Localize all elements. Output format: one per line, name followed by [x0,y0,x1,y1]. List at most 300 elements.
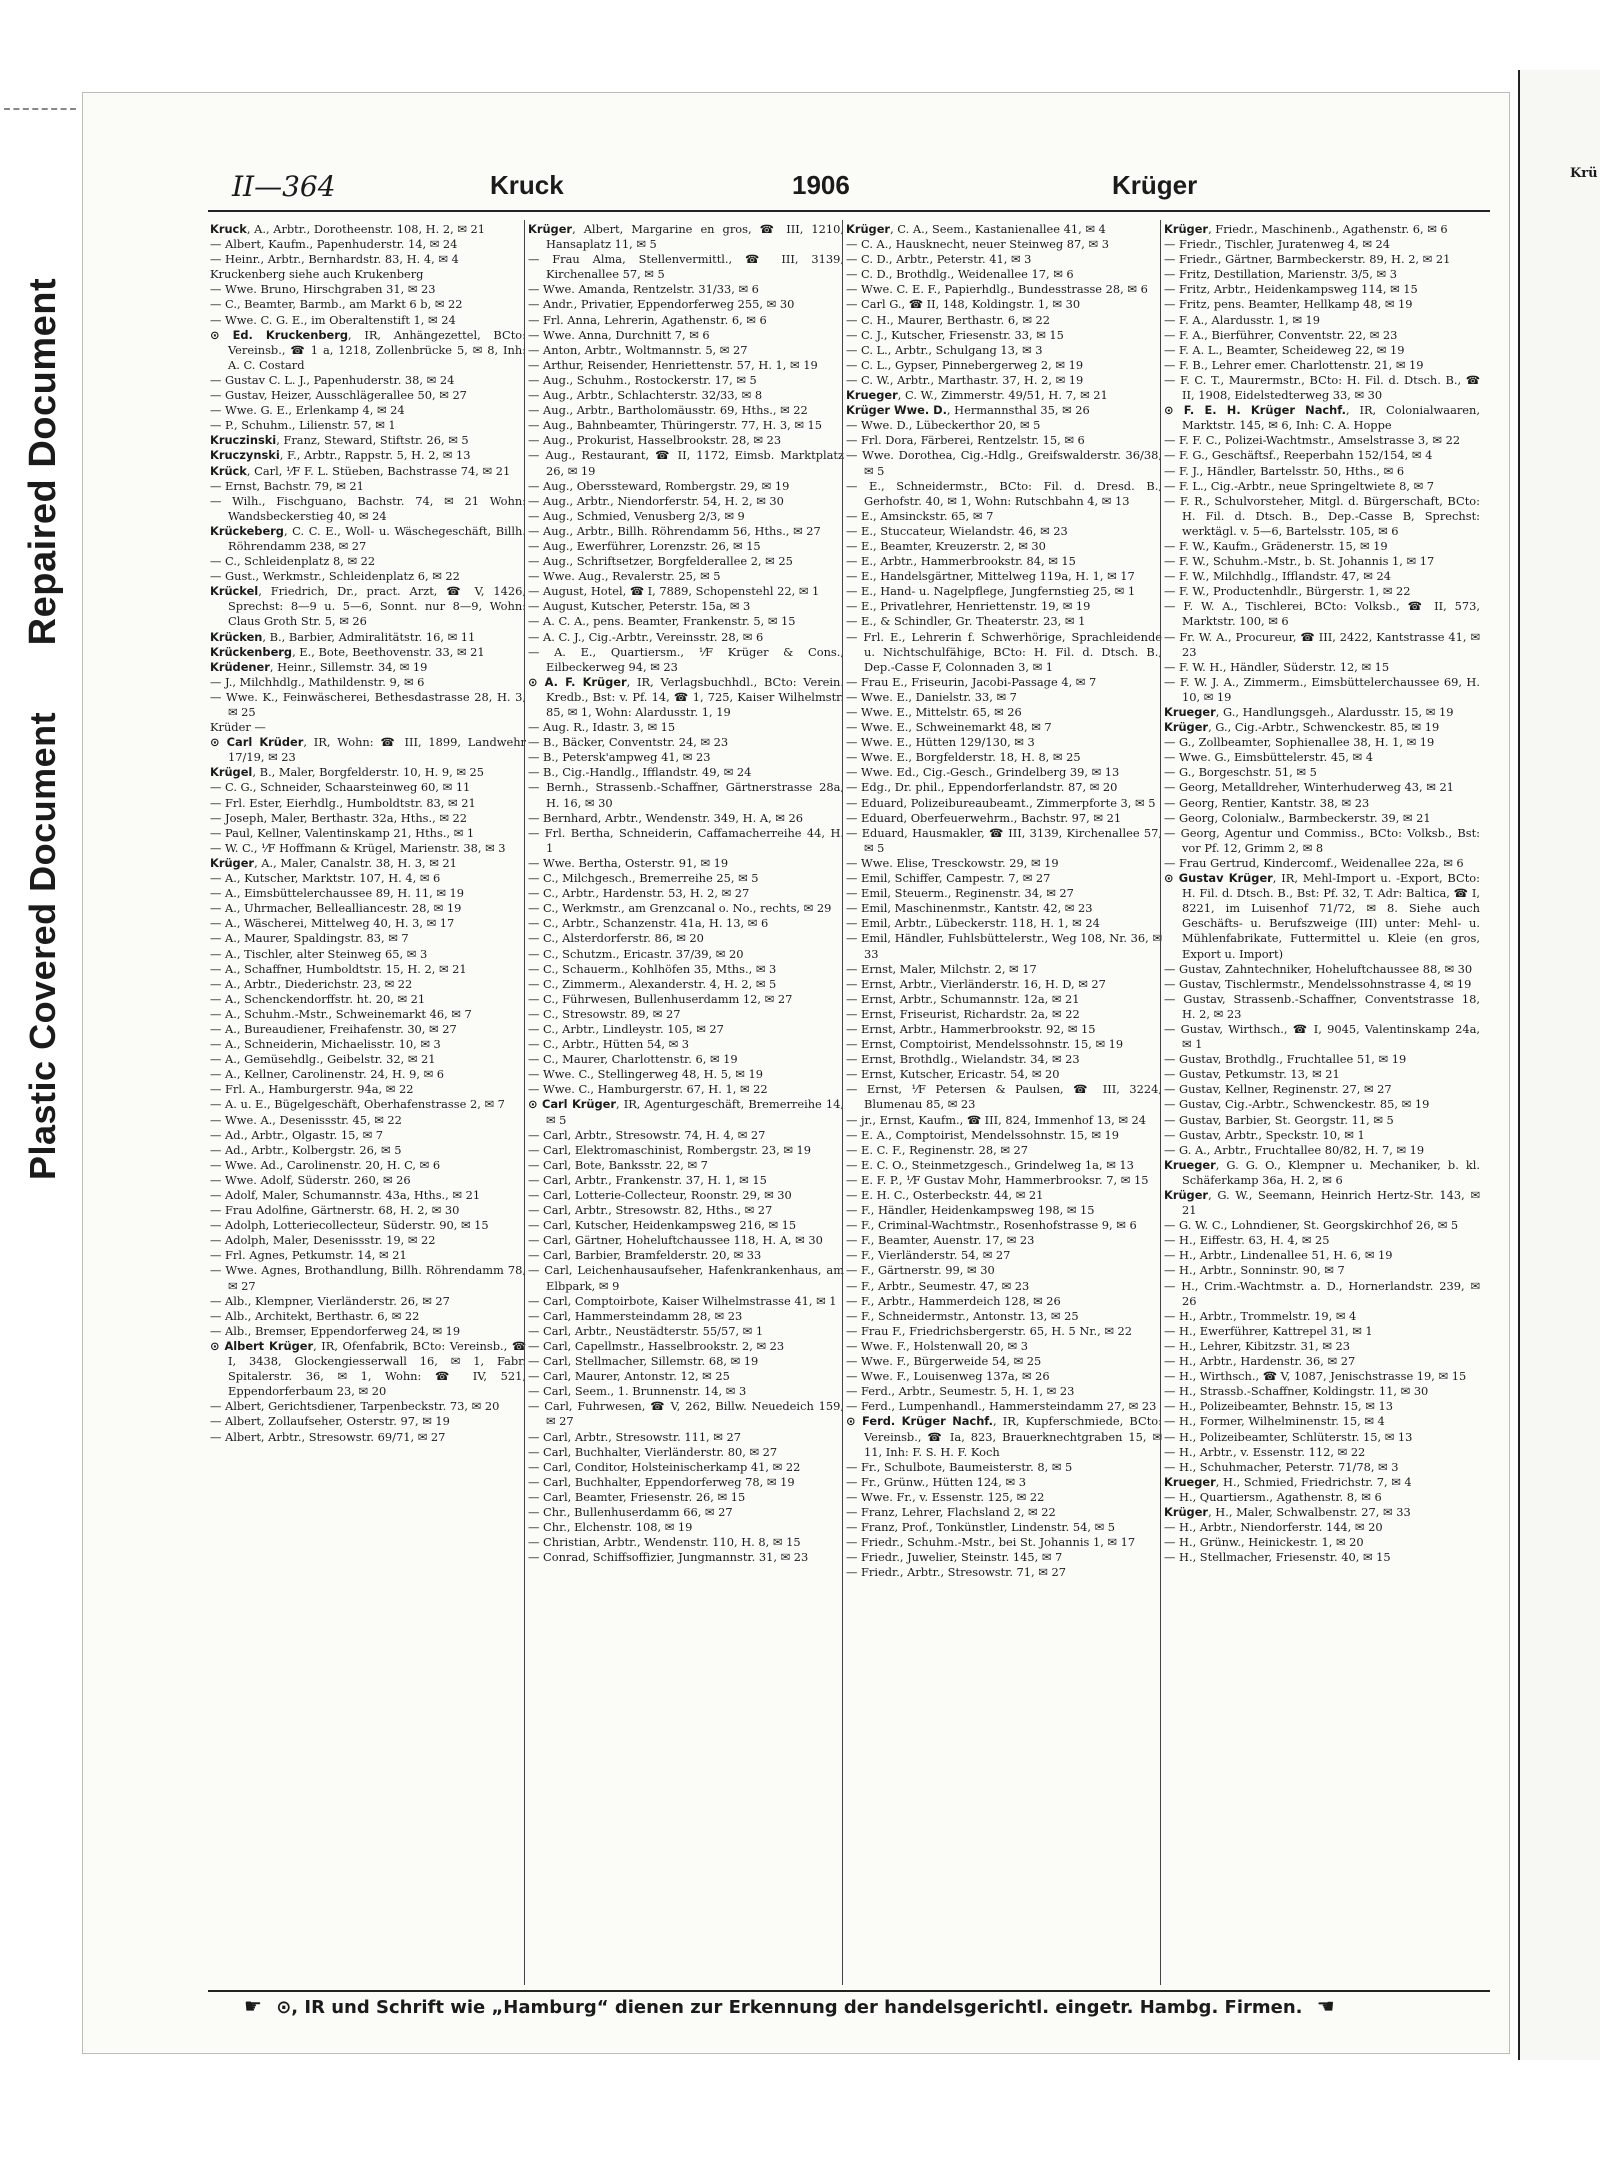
directory-entry: — Albert, Gerichtsdiener, Tarpenbeckstr. 73, ✉ 20 [210,1399,500,1414]
directory-entry: Krückenberg, E., Bote, Beethovenstr. 33, ✉ 21 [210,644,485,659]
directory-entry: — Aug., Prokurist, Hasselbrookstr. 28, ✉ 23 [528,433,782,448]
directory-entry: Krüder — [210,720,266,735]
directory-entry: — August, Hotel, ☎ I, 7889, Schopenstehl 22, ✉ 1 [528,584,820,599]
directory-entry: — Friedr., Schuhm.-Mstr., bei St. Johannis 1, ✉ 17 [846,1535,1136,1550]
directory-entry: — W. C., ⅟F Hoffmann & Krügel, Marienstr. 38, ✉ 3 [210,840,506,855]
directory-entry: — Carl, Capellmstr., Hasselbrookstr. 2, ✉ 23 [528,1338,785,1353]
directory-entry: — Carl, Barbier, Bramfelderstr. 20, ✉ 33 [528,1248,762,1263]
directory-entry: — C., Arbtr., Hütten 54, ✉ 3 [528,1037,690,1052]
directory-entry: ⊙ A. F. Krüger, IR, Verlagsbuchhdl., BCto: Verein. Kredb., Bst: v. Pf. 14, ☎ 1, 725, Kaiser Wilhelmstr. 85, ✉ 1, Wohn: Alardusstr. 1, 19 [528,674,844,719]
directory-entry: — Fritz, Arbtr., Heidenkampsweg 114, ✉ 15 [1164,282,1418,297]
directory-entry: — Wwe. E., Hütten 129/130, ✉ 3 [846,735,1035,750]
directory-entry: Krueger, G., Handlungsgeh., Alardusstr. 15, ✉ 19 [1164,705,1454,719]
directory-entry: — Eduard, Oberfeuerwehrm., Bachstr. 97, ✉ 21 [846,810,1122,825]
directory-entry: — E., Hand- u. Nagelpflege, Jungfernstieg 25, ✉ 1 [846,584,1136,599]
directory-entry: — Ad., Arbtr., Kolbergstr. 26, ✉ 5 [210,1142,402,1157]
directory-entry: — Carl, Fuhrwesen, ☎ V, 262, Billw. Neuedeich 159, ✉ 27 [528,1399,844,1429]
directory-entry: — Franz, Prof., Tonkünstler, Lindenstr. 54, ✉ 5 [846,1520,1116,1535]
directory-entry: — Adolph, Maler, Desenissstr. 19, ✉ 22 [210,1233,436,1248]
directory-entry: — P., Schuhm., Lilienstr. 57, ✉ 1 [210,418,396,433]
next-page-label: Krü [1570,166,1598,181]
directory-entry: — E., Handelsgärtner, Mittelweg 119a, H. 1, ✉ 17 [846,569,1135,584]
directory-entry: — F. W., Productenhdlr., Bürgerstr. 1, ✉ 22 [1164,584,1411,599]
directory-entry: — Friedr., Gärtner, Barmbeckerstr. 89, H. 2, ✉ 21 [1164,252,1451,267]
directory-entry: — Aug., Schmied, Venusberg 2/3, ✉ 9 [528,508,745,523]
directory-entry: — Ernst, Friseurist, Richardstr. 2a, ✉ 22 [846,1006,1080,1021]
directory-entry: — F., Criminal-Wachtmstr., Rosenhofstrasse 9, ✉ 6 [846,1218,1137,1233]
directory-entry: — F. W., Schuhm.-Mstr., b. St. Johannis 1, ✉ 17 [1164,554,1435,569]
directory-entry: — Chr., Elchenstr. 108, ✉ 19 [528,1520,693,1535]
directory-entry: Krückel, Friedrich, Dr., pract. Arzt, ☎ V, 1426, Sprechst: 8—9 u. 5—6, Sonnt. nur 8—9, Wohn: Claus Groth Str. 5, ✉ 26 [210,584,526,629]
directory-entry: — Ernst, Comptoirist, Mendelssohnstr. 15, ✉ 19 [846,1037,1124,1052]
directory-entry: — F. W. H., Händler, Süderstr. 12, ✉ 15 [1164,659,1390,674]
directory-entry: — Carl, Maurer, Antonstr. 12, ✉ 25 [528,1369,730,1384]
directory-entry: — A. C. J., Cig.-Arbtr., Vereinsstr. 28, ✉ 6 [528,629,764,644]
directory-entry: — F. W., Milchhdlg., Ifflandstr. 47, ✉ 24 [1164,569,1391,584]
directory-entry: Krueger, C. W., Zimmerstr. 49/51, H. 7, ✉ 21 [846,388,1108,403]
directory-entry: — E. C. F., Reginenstr. 28, ✉ 27 [846,1142,1029,1157]
directory-entry: — Frau Gertrud, Kindercomf., Weidenallee 22a, ✉ 6 [1164,855,1464,870]
directory-entry: Krückeberg, C. C. E., Woll- u. Wäschegeschäft, Billh. Röhrendamm 238, ✉ 27 [210,523,526,553]
directory-entry: ⊙ Carl Krüger, IR, Agenturgeschäft, Bremerreihe 14, ✉ 5 [528,1097,844,1127]
directory-entry: — A., Schenckendorffstr. ht. 20, ✉ 21 [210,991,426,1006]
directory-entry: — Aug., Schuhm., Rostockerstr. 17, ✉ 5 [528,372,757,387]
directory-entry: — F. F. C., Polizei-Wachtmstr., Amselstrasse 3, ✉ 22 [1164,433,1461,448]
directory-entry: — Ernst, Brothdlg., Wielandstr. 34, ✉ 23 [846,1052,1080,1067]
directory-entry: Krück, Carl, ⅟F F. L. Stüeben, Bachstrasse 74, ✉ 21 [210,463,511,478]
directory-entry: — Ernst, Arbtr., Schumannstr. 12a, ✉ 21 [846,991,1080,1006]
directory-entry: — Wwe. Adolf, Süderstr. 260, ✉ 26 [210,1172,411,1187]
directory-entry: Krüdener, Heinr., Sillemstr. 34, ✉ 19 [210,659,428,674]
directory-entry: — Aug., Schriftsetzer, Borgfelderallee 2, ✉ 25 [528,554,793,569]
directory-entry: — Wwe. Agnes, Brothandlung, Billh. Röhrendamm 78, ✉ 27 [210,1263,526,1293]
directory-entry: — Friedr., Arbtr., Stresowstr. 71, ✉ 27 [846,1565,1066,1580]
directory-entry: — Friedr., Tischler, Juratenweg 4, ✉ 24 [1164,237,1391,252]
page-header [132,170,1502,210]
directory-entry: — Aug., Arbtr., Bartholomäusstr. 69, Hths., ✉ 22 [528,403,808,418]
directory-entry: — Ad., Arbtr., Olgastr. 15, ✉ 7 [210,1127,384,1142]
directory-entry: — Wwe. Amanda, Rentzelstr. 31/33, ✉ 6 [528,282,759,297]
directory-entry: — C., Schauerm., Kohlhöfen 35, Mths., ✉ 3 [528,961,777,976]
directory-entry: — Wwe. Dorothea, Cig.-Hdlg., Greifswalderstr. 36/38, ✉ 5 [846,448,1162,478]
scan-edge-dashes [4,108,76,110]
directory-entry: — C., Beamter, Barmb., am Markt 6 b, ✉ 22 [210,297,463,312]
directory-entry: ⊙ Carl Krüder, IR, Wohn: ☎ III, 1899, Landwehr 17/19, ✉ 23 [210,735,526,765]
pointing-hand-right-icon: ☛ [244,1994,262,2018]
directory-entry: — Gustav, Strassenb.-Schaffner, Conventstrasse 18, H. 2, ✉ 23 [1164,991,1480,1021]
directory-entry: — A. E., Quartiersm., ⅟F Krüger & Cons., Eilbeckerweg 94, ✉ 23 [528,644,844,674]
directory-entry: — E. H. C., Osterbeckstr. 44, ✉ 21 [846,1188,1044,1202]
header-year: 1906 [792,170,850,200]
directory-entry: — Emil, Händler, Fuhlsbüttelerstr., Weg 108, Nr. 36, ✉ 33 [846,931,1162,961]
directory-entry: — Frl. Ester, Eierhdlg., Humboldtstr. 83, ✉ 21 [210,795,476,810]
directory-entry: — B., Bäcker, Conventstr. 24, ✉ 23 [528,735,729,750]
directory-entry: — Carl, Comptoirbote, Kaiser Wilhelmstrasse 41, ✉ 1 [528,1293,837,1308]
directory-entry: — G., Borgeschstr. 51, ✉ 5 [1164,765,1317,780]
directory-entry: Krüger Wwe. D., Hermannsthal 35, ✉ 26 [846,403,1090,418]
directory-entry: — Friedr., Juwelier, Steinstr. 145, ✉ 7 [846,1550,1063,1565]
directory-entry: — Wwe. C. G. E., im Oberaltenstift 1, ✉ 24 [210,312,456,327]
directory-entry: — Carl, Buchhalter, Vierländerstr. 80, ✉ 27 [528,1444,778,1459]
directory-entry: — Conrad, Schiffsoffizier, Jungmannstr. 31, ✉ 23 [528,1550,809,1565]
directory-entry: — F. W. A., Tischlerei, BCto: Volksb., ☎ II, 573, Marktstr. 100, ✉ 6 [1164,599,1480,629]
directory-entry: — A., Maurer, Spaldingstr. 83, ✉ 7 [210,931,409,946]
directory-entry: — Gustav, Cig.-Arbtr., Schwenckestr. 85, ✉ 19 [1164,1097,1430,1112]
directory-entry: — Emil, Arbtr., Lübeckerstr. 118, H. 1, ✉ 24 [846,916,1100,931]
directory-entry: — F. L., Cig.-Arbtr., neue Springeltwiete 8, ✉ 7 [1164,478,1435,493]
directory-entry: — F., Gärtnerstr. 99, ✉ 30 [846,1263,995,1278]
directory-entry: ⊙ Ed. Kruckenberg, IR, Anhängezettel, BCto: Vereinsb., ☎ 1 a, 1218, Zollenbrücke 5, ✉ 8, Inh: A. C. Costard [210,327,526,372]
directory-entry: — G., Zollbeamter, Sophienallee 38, H. 1, ✉ 19 [1164,735,1435,750]
directory-entry: — H., Polizeibeamter, Behnstr. 15, ✉ 13 [1164,1399,1393,1414]
directory-entry: — Aug., Restaurant, ☎ II, 1172, Eimsb. Marktplatz 26, ✉ 19 [528,448,844,478]
directory-entry: — Georg, Colonialw., Barmbeckerstr. 39, ✉ 21 [1164,810,1431,825]
directory-entry: ⊙ Albert Krüger, IR, Ofenfabrik, BCto: Vereinsb., ☎ I, 3438, Glockengiesserwall 16, ✉ 1, Fabr. Spitalerstr. 36, ✉ 1, Wohn: ☎ IV, 521, Eppendorferbaum 23, ✉ 20 [210,1338,526,1399]
directory-entry: — C. D., Arbtr., Peterstr. 41, ✉ 3 [846,252,1032,267]
directory-entry: — F. J., Händler, Bartelsstr. 50, Hths., ✉ 6 [1164,463,1405,478]
directory-entry: — Frl. Bertha, Schneiderin, Caffamacherreihe 44, H. 1 [528,825,844,855]
directory-entry: — Carl, Elektromaschinist, Rombergstr. 23, ✉ 19 [528,1142,812,1157]
directory-entry: — C. H., Maurer, Berthastr. 6, ✉ 22 [846,312,1051,327]
page-number: II—364 [232,170,336,203]
directory-entry: — C. L., Gypser, Pinnebergerweg 2, ✉ 19 [846,357,1084,372]
directory-entry: — Carl, Arbtr., Stresowstr. 82, Hths., ✉ 27 [528,1203,773,1218]
directory-entry: Krüger, A., Maler, Canalstr. 38, H. 3, ✉ 21 [210,855,457,870]
directory-entry: — Adolph, Lotteriecollecteur, Süderstr. 90, ✉ 15 [210,1218,489,1233]
directory-entry: — Gustav, Arbtr., Speckstr. 10, ✉ 1 [1164,1127,1365,1142]
directory-entry: — Wwe. F., Bürgerweide 54, ✉ 25 [846,1354,1042,1369]
directory-entry: — Wwe. K., Feinwäscherei, Bethesdastrasse 28, H. 3, ✉ 25 [210,689,526,719]
directory-entry: — Wwe. D., Lübeckerthor 20, ✉ 5 [846,418,1041,433]
directory-entry: — Frau Alma, Stellenvermittl., ☎ III, 3139, Kirchenallee 57, ✉ 5 [528,252,844,282]
directory-entry: — Wwe. A., Desenissstr. 45, ✉ 22 [210,1112,402,1127]
directory-entry: — A., Eimsbüttelerchaussee 89, H. 11, ✉ 19 [210,886,464,901]
directory-entry: Krüger, Friedr., Maschinenb., Agathenstr. 6, ✉ 6 [1164,222,1448,236]
directory-entry: — Heinr., Arbtr., Bernhardstr. 83, H. 4, ✉ 4 [210,252,459,267]
directory-entry: Kruckenberg siehe auch Krukenberg [210,267,424,282]
directory-entry: — Ernst, Kutscher, Ericastr. 54, ✉ 20 [846,1067,1060,1082]
directory-entry: — Emil, Maschinenmstr., Kantstr. 42, ✉ 23 [846,901,1093,916]
header-last-word: Krüger [1112,170,1198,200]
directory-entry: ⊙ F. E. H. Krüger Nachf., IR, Colonialwaaren, Marktstr. 145, ✉ 6, Inh: C. A. Hoppe [1164,403,1480,433]
directory-entry: ⊙ Gustav Krüger, IR, Mehl-Import u. -Export, BCto: H. Fil. d. Dtsch. B., Bst: Pf. 32, T. Adr: Baltica, ☎ I, 8221, im Luisenhof 71/72, ✉ 8. Siehe auch Geschäfts- u. Berufszweige (III) unter: Mehl- u. Mühlenfabrikate, Futtermittel u. Kleie (en gros, Export u. Import) [1164,871,1480,961]
directory-entry: — Joseph, Maler, Berthastr. 32a, Hths., ✉ 22 [210,810,468,825]
directory-entry: — Wwe. Bertha, Osterstr. 91, ✉ 19 [528,855,729,870]
directory-entry: — Ernst, ⅟F Petersen & Paulsen, ☎ III, 3224, Blumenau 85, ✉ 23 [846,1082,1162,1112]
directory-entry: — Gustav, Tischlermstr., Mendelssohnstrasse 4, ✉ 19 [1164,976,1472,991]
directory-entry: Kruczinski, Franz, Steward, Stiftstr. 26, ✉ 5 [210,433,469,448]
directory-entry: — Georg, Metalldreher, Winterhuderweg 43, ✉ 21 [1164,780,1454,795]
column-divider [524,220,525,1985]
directory-entry: — Frau E., Friseurin, Jacobi-Passage 4, ✉ 7 [846,674,1097,689]
directory-entry: — Carl, Hammersteindamm 28, ✉ 23 [528,1308,743,1323]
directory-entry: — Ernst, Arbtr., Vierländerstr. 16, H. D, ✉ 27 [846,976,1106,991]
directory-entry: — C., Arbtr., Lindleystr. 105, ✉ 27 [528,1021,724,1036]
directory-entry: — Frl. Dora, Färberei, Rentzelstr. 15, ✉ 6 [846,433,1085,448]
directory-entry: — A., Bureaudiener, Freihafenstr. 30, ✉ 27 [210,1021,457,1036]
directory-entry: — E., Schneidermstr., BCto: Fil. d. Dresd. B., Gerhofstr. 40, ✉ 1, Wohn: Rutschbahn 4, ✉ 13 [846,478,1162,508]
directory-entry: — C. J., Kutscher, Friesenstr. 33, ✉ 15 [846,327,1064,342]
next-page-edge [1518,70,1600,2060]
directory-entry: Krüger, G. W., Seemann, Heinrich Hertz-Str. 143, ✉ 21 [1164,1188,1480,1218]
directory-entry: ⊙ Ferd. Krüger Nachf., IR, Kupferschmiede, BCto: Vereinsb., ☎ Ia, 823, Brauerknechtgraben 15, ✉ 11, Inh: F. S. H. F. Koch [846,1414,1162,1459]
directory-entry: — H., Former, Wilhelminenstr. 15, ✉ 4 [1164,1414,1385,1429]
directory-entry: — E. F. P., ⅟F Gustav Mohr, Hammerbrooksr. 7, ✉ 15 [846,1172,1149,1187]
directory-entry: — E., Amsinckstr. 65, ✉ 7 [846,508,994,523]
directory-entry: — F., Beamter, Auenstr. 17, ✉ 23 [846,1233,1035,1248]
directory-entry: — F. C. T., Maurermstr., BCto: H. Fil. d. Dtsch. B., ☎ II, 1908, Eidelstedterweg 33, ✉ 30 [1164,372,1480,403]
directory-entry: — jr., Ernst, Kaufm., ☎ III, 824, Immenhof 13, ✉ 24 [846,1112,1147,1127]
directory-entry: — H., Wirthsch., ☎ V, 1087, Jenischstrasse 19, ✉ 15 [1164,1369,1467,1384]
directory-entry: — Albert, Zollaufseher, Osterstr. 97, ✉ 19 [210,1414,450,1429]
directory-entry: — Ernst, Bachstr. 79, ✉ 21 [210,478,364,493]
directory-entry: — H., Arbtr., Trommelstr. 19, ✉ 4 [1164,1308,1357,1323]
directory-entry: — C., Schleidenplatz 8, ✉ 22 [210,554,376,569]
directory-entry: — H., Schuhmacher, Peterstr. 71/78, ✉ 3 [1164,1459,1399,1474]
directory-entry: Krüger, H., Maler, Schwalbenstr. 27, ✉ 33 [1164,1504,1411,1519]
side-label [22,278,65,1180]
directory-entry: — Fritz, Destillation, Marienstr. 3/5, ✉ 3 [1164,267,1397,282]
directory-entry: — Carl, Seem., 1. Brunnenstr. 14, ✉ 3 [528,1384,747,1399]
directory-entry: — Chr., Bullenhuserdamm 66, ✉ 27 [528,1504,733,1519]
directory-entry: — F., Arbtr., Seumestr. 47, ✉ 23 [846,1278,1030,1293]
directory-entry: — C., Schutzm., Ericastr. 37/39, ✉ 20 [528,946,744,961]
directory-entry: — Gustav, Barbier, St. Georgstr. 11, ✉ 5 [1164,1112,1394,1127]
directory-entry: — Wwe. E., Mittelstr. 65, ✉ 26 [846,705,1022,719]
directory-entry: — Carl, Beamter, Friesenstr. 26, ✉ 15 [528,1489,746,1504]
column-1 [210,222,526,1987]
directory-entry: — Wwe. C., Hamburgerstr. 67, H. 1, ✉ 22 [528,1082,768,1097]
directory-entry: — C., Werkmstr., am Grenzcanal o. No., rechts, ✉ 29 [528,901,832,916]
directory-entry: — H., Arbtr., Hardenstr. 36, ✉ 27 [1164,1354,1356,1369]
directory-entry: — Franz, Lehrer, Flachsland 2, ✉ 22 [846,1504,1056,1519]
directory-entry: — Fr., Grünw., Hütten 124, ✉ 3 [846,1474,1026,1489]
pointing-hand-left-icon: ☚ [1316,1994,1335,2018]
directory-entry: — Aug., Bahnbeamter, Thüringerstr. 77, H. 3, ✉ 15 [528,418,823,433]
directory-entry: — Georg, Agentur und Commiss., BCto: Volksb., Bst: vor Pf. 12, Grimm 2, ✉ 8 [1164,825,1480,855]
directory-entry: — A., Arbtr., Diederichstr. 23, ✉ 22 [210,976,413,991]
directory-entry: — C., Führwesen, Bullenhuserdamm 12, ✉ 27 [528,991,793,1006]
directory-entry: — Gustav, Kellner, Reginenstr. 27, ✉ 27 [1164,1082,1392,1097]
directory-entry: — G. W. C., Lohndiener, St. Georgskirchhof 26, ✉ 5 [1164,1218,1459,1233]
directory-entry: — Ferd., Lumpenhandl., Hammersteindamm 27, ✉ 23 [846,1399,1157,1414]
directory-entry: — Frl. E., Lehrerin f. Schwerhörige, Sprachleidende u. Nichtschulfähige, BCto: H. Fil. d. Dtsch. B., Dep.-Casse F, Colonnaden 3, ✉ 1 [846,629,1162,674]
directory-entry: — C. G., Schneider, Schaarsteinweg 60, ✉ 11 [210,780,471,795]
directory-entry: — Arthur, Reisender, Henriettenstr. 57, H. 1, ✉ 19 [528,357,818,372]
directory-entry: — H., Grünw., Heinickestr. 1, ✉ 20 [1164,1535,1364,1550]
directory-entry: — Gust., Werkmstr., Schleidenplatz 6, ✉ 22 [210,569,460,584]
footer-text: ⊙, IR und Schrift wie „Hamburg“ dienen zur Erkennung der handelsgerichtl. eingetr. Hambg. Firmen. [276,1997,1303,2018]
directory-entry: — A., Wäscherei, Mittelweg 40, H. 3, ✉ 17 [210,916,455,931]
directory-entry: — F. R., Schulvorsteher, Mitgl. d. Bürgerschaft, BCto: H. Fil. d. Dtsch. B., Dep.-Casse B, Sprechst: werktägl. v. 5—6, Bartelsstr. 105, ✉ 6 [1164,493,1480,538]
directory-entry: — Wwe. F., Louisenweg 137a, ✉ 26 [846,1369,1050,1384]
directory-entry: — H., Eiffestr. 63, H. 4, ✉ 25 [1164,1233,1330,1248]
directory-entry: — Carl, Arbtr., Stresowstr. 74, H. 4, ✉ 27 [528,1127,766,1142]
directory-entry: — A., Gemüsehdlg., Geibelstr. 32, ✉ 21 [210,1052,436,1067]
directory-entry: — Ernst, Arbtr., Hammerbrookstr. 92, ✉ 15 [846,1021,1096,1036]
directory-entry: — Wwe. Ad., Carolinenstr. 20, H. C, ✉ 6 [210,1157,441,1172]
directory-entry: — H., Arbtr., v. Essenstr. 112, ✉ 22 [1164,1444,1366,1459]
directory-entry: — Frl. Agnes, Petkumstr. 14, ✉ 21 [210,1248,407,1263]
directory-entry: — Carl, Arbtr., Neustädterstr. 55/57, ✉ 1 [528,1323,764,1338]
directory-entry: — C., Zimmerm., Alexanderstr. 4, H. 2, ✉ 5 [528,976,777,991]
directory-entry: — Aug., Arbtr., Niendorferstr. 54, H. 2, ✉ 30 [528,493,784,508]
directory-entry: — Carl, Arbtr., Stresowstr. 111, ✉ 27 [528,1429,741,1444]
directory-entry: — Bernh., Strassenb.-Schaffner, Gärtnerstrasse 28a, H. 16, ✉ 30 [528,780,844,810]
directory-entry: — Wwe. G., Eimsbüttelerstr. 45, ✉ 4 [1164,750,1373,765]
directory-entry: — Georg, Rentier, Kantstr. 38, ✉ 23 [1164,795,1370,810]
directory-entry: — Carl, Bote, Banksstr. 22, ✉ 7 [528,1157,708,1172]
directory-entry: — F. W., Kaufm., Grädenerstr. 15, ✉ 19 [1164,538,1388,553]
directory-entry: — A., Schaffner, Humboldtstr. 15, H. 2, ✉ 21 [210,961,467,976]
directory-entry: — Alb., Klempner, Vierländerstr. 26, ✉ 27 [210,1293,450,1308]
directory-entry: — E., Privatlehrer, Henriettenstr. 19, ✉ 19 [846,599,1091,614]
directory-entry: Kruck, A., Arbtr., Dorotheenstr. 108, H. 2, ✉ 21 [210,222,486,236]
directory-entry: — F., Vierländerstr. 54, ✉ 27 [846,1248,1011,1263]
directory-entry: — Christian, Arbtr., Wendenstr. 110, H. 8, ✉ 15 [528,1535,801,1550]
directory-entry: — C., Arbtr., Schanzenstr. 41a, H. 13, ✉ 6 [528,916,769,931]
directory-entry: — Aug., Arbtr., Schlachterstr. 32/33, ✉ 8 [528,388,763,403]
directory-entry: — Wwe. Anna, Durchnitt 7, ✉ 6 [528,327,710,342]
directory-entry: — Andr., Privatier, Eppendorferweg 255, ✉ 30 [528,297,795,312]
directory-entry: — Carl, Kutscher, Heidenkampsweg 216, ✉ 15 [528,1218,797,1233]
directory-entry: — C., Arbtr., Hardenstr. 53, H. 2, ✉ 27 [528,886,750,901]
directory-entry: — Carl, Buchhalter, Eppendorferweg 78, ✉ 19 [528,1474,795,1489]
directory-entry: — C. L., Arbtr., Schulgang 13, ✉ 3 [846,342,1043,357]
column-divider [1160,220,1161,1985]
directory-entry: — Alb., Bremser, Eppendorferweg 24, ✉ 19 [210,1323,461,1338]
directory-entry: — Gustav, Brothdlg., Fruchtallee 51, ✉ 19 [1164,1052,1407,1067]
directory-entry: — Eduard, Hausmakler, ☎ III, 3139, Kirchenallee 57, ✉ 5 [846,825,1162,855]
directory-entry: — F., Händler, Heidenkampsweg 198, ✉ 15 [846,1203,1095,1218]
side-label-repaired: Repaired Document [22,277,64,646]
directory-entry: — H., Crim.-Wachtmstr. a. D., Hornerlandstr. 239, ✉ 26 [1164,1278,1480,1308]
directory-entry: — E. A., Comptoirist, Mendelssohnstr. 15, ✉ 19 [846,1127,1120,1142]
directory-entry: — G. A., Arbtr., Fruchtallee 80/82, H. 7, ✉ 19 [1164,1142,1425,1157]
directory-entry: — Carl, Leichenhausaufseher, Hafenkrankenhaus, am Elbpark, ✉ 9 [528,1263,844,1293]
directory-entry: — Emil, Schiffer, Campestr. 7, ✉ 27 [846,871,1051,886]
column-4 [1164,222,1480,1987]
directory-entry: — Carl G., ☎ II, 148, Koldingstr. 1, ✉ 30 [846,297,1081,312]
directory-entry: — H., Arbtr., Lindenallee 51, H. 6, ✉ 19 [1164,1248,1393,1263]
directory-entry: — H., Stellmacher, Friesenstr. 40, ✉ 15 [1164,1550,1391,1565]
directory-entry: — Carl, Stellmacher, Sillemstr. 68, ✉ 19 [528,1354,759,1369]
directory-entry: — Gustav, Petkumstr. 13, ✉ 21 [1164,1067,1340,1082]
directory-entry: — B., Petersk'ampweg 41, ✉ 23 [528,750,711,765]
directory-entry: — Paul, Kellner, Valentinskamp 21, Hths., ✉ 1 [210,825,475,840]
directory-entry: — Ferd., Arbtr., Seumestr. 5, H. 1, ✉ 23 [846,1384,1075,1399]
directory-entry: — Carl, Conditor, Holsteinischerkamp 41, ✉ 22 [528,1459,801,1474]
directory-entry: Krüger, G., Cig.-Arbtr., Schwenckestr. 85, ✉ 19 [1164,720,1440,735]
column-divider [842,220,843,1985]
header-rule [208,210,1490,212]
directory-entry: — Carl, Gärtner, Hoheluftchaussee 118, H. A, ✉ 30 [528,1233,823,1248]
column-3 [846,222,1162,1987]
directory-entry: — Wwe. E., Danielstr. 33, ✉ 7 [846,689,1017,704]
directory-entry: Krügel, B., Maler, Borgfelderstr. 10, H. 9, ✉ 25 [210,765,485,780]
directory-entry: — Aug., Oberssteward, Rombergstr. 29, ✉ 19 [528,478,790,493]
directory-entry: — H., Arbtr., Niendorferstr. 144, ✉ 20 [1164,1520,1383,1535]
directory-entry: — C., Maurer, Charlottenstr. 6, ✉ 19 [528,1052,738,1067]
directory-entry: — Aug. R., Idastr. 3, ✉ 15 [528,720,676,735]
directory-entry: — Wwe. E., Borgfelderstr. 18, H. 8, ✉ 25 [846,750,1081,765]
directory-entry: — E., Beamter, Kreuzerstr. 2, ✉ 30 [846,538,1046,553]
directory-entry: — Frl. Anna, Lehrerin, Agathenstr. 6, ✉ 6 [528,312,767,327]
directory-entry: — Frau Adolfine, Gärtnerstr. 68, H. 2, ✉ 30 [210,1203,460,1218]
directory-entry: — J., Milchhdlg., Mathildenstr. 9, ✉ 6 [210,674,425,689]
directory-entry: Krueger, H., Schmied, Friedrichstr. 7, ✉ 4 [1164,1474,1412,1489]
directory-entry: — Emil, Steuerm., Reginenstr. 34, ✉ 27 [846,886,1074,901]
directory-entry: Krüger, C. A., Seem., Kastanienallee 41, ✉ 4 [846,222,1106,236]
directory-entry: — E. C. O., Steinmetzgesch., Grindelweg 1a, ✉ 13 [846,1157,1134,1172]
directory-entry: — Adolf, Maler, Schumannstr. 43a, Hths., ✉ 21 [210,1188,481,1202]
directory-entry: — Carl, Arbtr., Frankenstr. 37, H. 1, ✉ 15 [528,1172,767,1187]
directory-entry: — C., Milchgesch., Bremerreihe 25, ✉ 5 [528,871,759,886]
directory-entry: — F. G., Geschäftsf., Reeperbahn 152/154, ✉ 4 [1164,448,1433,463]
directory-entry: — A., Schuhm.-Mstr., Schweinemarkt 46, ✉ 7 [210,1006,472,1021]
directory-entry: — Eduard, Polizeibureaubeamt., Zimmerpforte 3, ✉ 5 [846,795,1156,810]
directory-entry: Krueger, G. G. O., Klempner u. Mechaniker, b. kl. Schäferkamp 36a, H. 2, ✉ 6 [1164,1157,1480,1187]
directory-entry: — Ernst, Maler, Milchstr. 2, ✉ 17 [846,961,1037,976]
directory-entry: — Frl. A., Hamburgerstr. 94a, ✉ 22 [210,1082,414,1097]
directory-entry: — H., Arbtr., Sonninstr. 90, ✉ 7 [1164,1263,1345,1278]
directory-entry: — H., Lehrer, Kibitzstr. 31, ✉ 23 [1164,1338,1350,1353]
directory-entry: — Anton, Arbtr., Woltmannstr. 5, ✉ 27 [528,342,748,357]
footer-rule [208,1990,1490,1992]
column-2 [528,222,844,1987]
directory-entry: — Fr., Schulbote, Baumeisterstr. 8, ✉ 5 [846,1459,1073,1474]
directory-entry: — Wwe. E., Schweinemarkt 48, ✉ 7 [846,720,1052,735]
directory-entry: — Wwe. Ed., Cig.-Gesch., Grindelberg 39, ✉ 13 [846,765,1120,780]
directory-entry: — Aug., Arbtr., Billh. Röhrendamm 56, Hths., ✉ 27 [528,523,821,538]
directory-entry: — F. W. J. A., Zimmerm., Eimsbüttelerchaussee 69, H. 10, ✉ 19 [1164,674,1480,704]
directory-entry: — H., Polizeibeamter, Schlüterstr. 15, ✉ 13 [1164,1429,1413,1444]
directory-entry: — E., Stuccateur, Wielandstr. 46, ✉ 23 [846,523,1068,538]
directory-entry: — Gustav, Zahntechniker, Hoheluftchaussee 88, ✉ 30 [1164,961,1473,976]
directory-entry: — Albert, Kaufm., Papenhuderstr. 14, ✉ 24 [210,237,458,252]
directory-entry: — C. D., Brothdlg., Weidenallee 17, ✉ 6 [846,267,1074,282]
directory-entry: Kruczynski, F., Arbtr., Rappstr. 5, H. 2, ✉ 13 [210,448,471,463]
directory-entry: — Gustav C. L. J., Papenhuderstr. 38, ✉ 24 [210,372,455,387]
directory-entry: — F. A., Bierführer, Conventstr. 22, ✉ 23 [1164,327,1398,342]
directory-entry: — H., Quartiersm., Agathenstr. 8, ✉ 6 [1164,1489,1382,1504]
directory-entry: — A., Tischler, alter Steinweg 65, ✉ 3 [210,946,428,961]
directory-entry: — August, Kutscher, Peterstr. 15a, ✉ 3 [528,599,751,614]
directory-entry: — Aug., Ewerführer, Lorenzstr. 26, ✉ 15 [528,538,761,553]
directory-entry: — C., Alsterdorferstr. 86, ✉ 20 [528,931,704,946]
directory-entry: — Wwe. C., Stellingerweg 48, H. 5, ✉ 19 [528,1067,763,1082]
directory-entry: — Gustav, Wirthsch., ☎ I, 9045, Valentinskamp 24a, ✉ 1 [1164,1021,1480,1052]
header-first-word: Kruck [490,170,564,200]
directory-entry: — A., Uhrmacher, Bellealliancestr. 28, ✉ 19 [210,901,462,916]
directory-entry: — A., Kellner, Carolinenstr. 24, H. 9, ✉ 6 [210,1067,445,1082]
directory-entry: — Wwe. C. E. F., Papierhdlg., Bundesstrasse 28, ✉ 6 [846,282,1148,297]
directory-entry: — F. A., Alardusstr. 1, ✉ 19 [1164,312,1321,327]
directory-entry: — H., Ewerführer, Kattrepel 31, ✉ 1 [1164,1323,1373,1338]
directory-entry: — Carl, Lotterie-Collecteur, Roonstr. 29, ✉ 30 [528,1188,792,1202]
directory-entry: — A., Schneiderin, Michaelisstr. 10, ✉ 3 [210,1037,441,1052]
directory-entry: — A. u. E., Bügelgeschäft, Oberhafenstrasse 2, ✉ 7 [210,1097,505,1112]
directory-entry: — Wwe. Bruno, Hirschgraben 31, ✉ 23 [210,282,436,297]
directory-entry: — A. C. A., pens. Beamter, Frankenstr. 5, ✉ 15 [528,614,796,629]
directory-entry: — Wwe. G. E., Erlenkamp 4, ✉ 24 [210,403,405,418]
directory-entry: — F. B., Lehrer emer. Charlottenstr. 21, ✉ 19 [1164,357,1424,372]
directory-entry: — Wwe. Fr., v. Essenstr. 125, ✉ 22 [846,1489,1045,1504]
directory-entry: Krücken, B., Barbier, Admiralitätstr. 16, ✉ 11 [210,629,476,644]
directory-entry: — Frau F., Friedrichsbergerstr. 65, H. 5 Nr., ✉ 22 [846,1323,1133,1338]
directory-entry: — Edg., Dr. phil., Eppendorferlandstr. 87, ✉ 20 [846,780,1118,795]
directory-entry: — H., Strassb.-Schaffner, Koldingstr. 11, ✉ 30 [1164,1384,1429,1399]
